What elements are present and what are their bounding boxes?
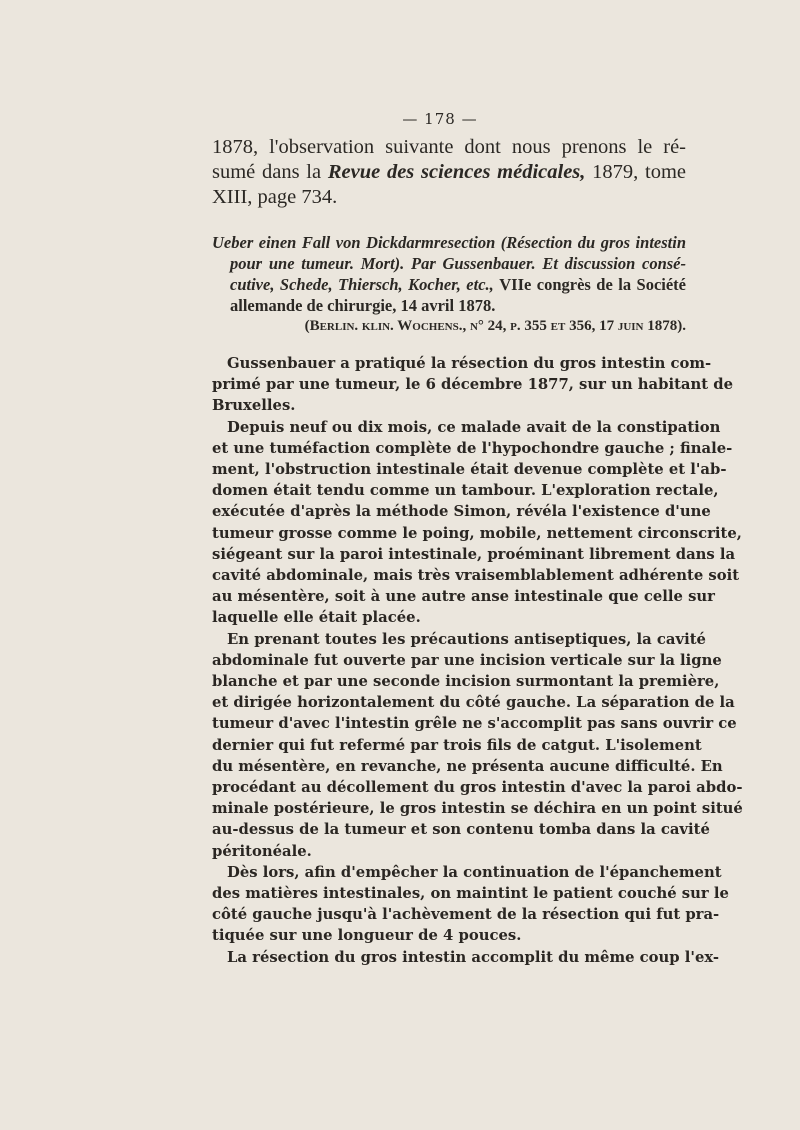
body-text bbox=[212, 353, 743, 968]
citation-line: allemande de chirurgie, 14 avril 1878. bbox=[230, 296, 496, 315]
body-line: laquelle elle était placée. bbox=[212, 609, 421, 627]
text-line: 1878, l'observation suivante dont nous prenons le ré- bbox=[212, 136, 686, 158]
body-line: côté gauche jusqu'à l'achèvement de la résection qui fut pra- bbox=[212, 906, 720, 924]
body-line: au-dessus de la tumeur et son contenu tomba dans la cavité bbox=[212, 821, 710, 839]
body-line: minale postérieure, le gros intestin se déchira en un point situé bbox=[212, 800, 743, 818]
body-line: siégeant sur la paroi intestinale, proéminant librement dans la bbox=[212, 545, 736, 563]
body-line: ment, l'obstruction intestinale était devenue complète et l'ab- bbox=[212, 461, 727, 479]
page-number: — 178 — bbox=[402, 110, 478, 128]
body-line: domen était tendu comme un tambour. L'exploration rectale, bbox=[212, 482, 719, 500]
journal-reference: (Berlin. klin. Wochens., n° 24, p. 355 et 356, 17 juin 1878). bbox=[304, 318, 686, 334]
citation-line: cutive, Schede, Thiersch, Kocher, etc., VIIe congrès de la Société bbox=[230, 275, 686, 294]
body-line: tumeur grosse comme le poing, mobile, nettement circonscrite, bbox=[212, 524, 742, 542]
body-line: blanche et par une seconde incision surmontant la première, bbox=[212, 673, 720, 691]
intro-paragraph bbox=[212, 135, 686, 210]
article-citation bbox=[212, 232, 686, 316]
body-line: Bruxelles. bbox=[212, 397, 296, 415]
body-line: tumeur d'avec l'intestin grêle ne s'accomplit pas sans ouvrir ce bbox=[212, 715, 737, 733]
body-line: au mésentère, soit à une autre anse intestinale que celle sur bbox=[212, 588, 715, 606]
body-line: Gussenbauer a pratiqué la résection du gros intestin com- bbox=[227, 355, 712, 372]
body-line: des matières intestinales, on maintint le patient couché sur le bbox=[212, 885, 729, 903]
body-line: abdominale fut ouverte par une incision verticale sur la ligne bbox=[212, 651, 722, 669]
text-line: XIII, page 734. bbox=[212, 186, 338, 208]
body-line: La résection du gros intestin accomplit du même coup l'ex- bbox=[227, 948, 720, 966]
text-line: sumé dans la Revue des sciences médicales, 1879, tome bbox=[212, 161, 686, 183]
body-line: dernier qui fut refermé par trois fils de catgut. L'isolement bbox=[212, 736, 702, 754]
citation-line: Ueber einen Fall von Dickdarmresection (Résection du gros intestin bbox=[212, 233, 686, 252]
body-line: En prenant toutes les précautions antiseptiques, la cavité bbox=[227, 630, 706, 648]
body-line: primé par une tumeur, le 6 décembre 1877, sur un habitant de bbox=[212, 376, 734, 394]
body-line: du mésentère, en revanche, ne présenta aucune difficulté. En bbox=[212, 757, 723, 775]
body-line: Dès lors, afin d'empêcher la continuation de l'épanchement bbox=[227, 863, 722, 881]
journal-title: Revue des sciences médicales, bbox=[327, 161, 586, 183]
body-line: et dirigée horizontalement du côté gauche. La séparation de la bbox=[212, 694, 735, 712]
body-line: et une tuméfaction complète de l'hypochondre gauche ; finale- bbox=[212, 439, 733, 457]
body-line: péritonéale. bbox=[212, 842, 312, 860]
body-line: tiquée sur une longueur de 4 pouces. bbox=[212, 927, 522, 945]
body-line: exécutée d'après la méthode Simon, révéla l'existence d'une bbox=[212, 503, 711, 521]
body-line: Depuis neuf ou dix mois, ce malade avait de la constipation bbox=[227, 418, 721, 436]
citation-line: pour une tumeur. Mort). Par Gussenbauer. Et discussion consé- bbox=[230, 254, 686, 273]
body-line: procédant au décollement du gros intestin d'avec la paroi abdo- bbox=[212, 779, 743, 797]
body-line: cavité abdominale, mais très vraisemblablement adhérente soit bbox=[212, 567, 740, 585]
